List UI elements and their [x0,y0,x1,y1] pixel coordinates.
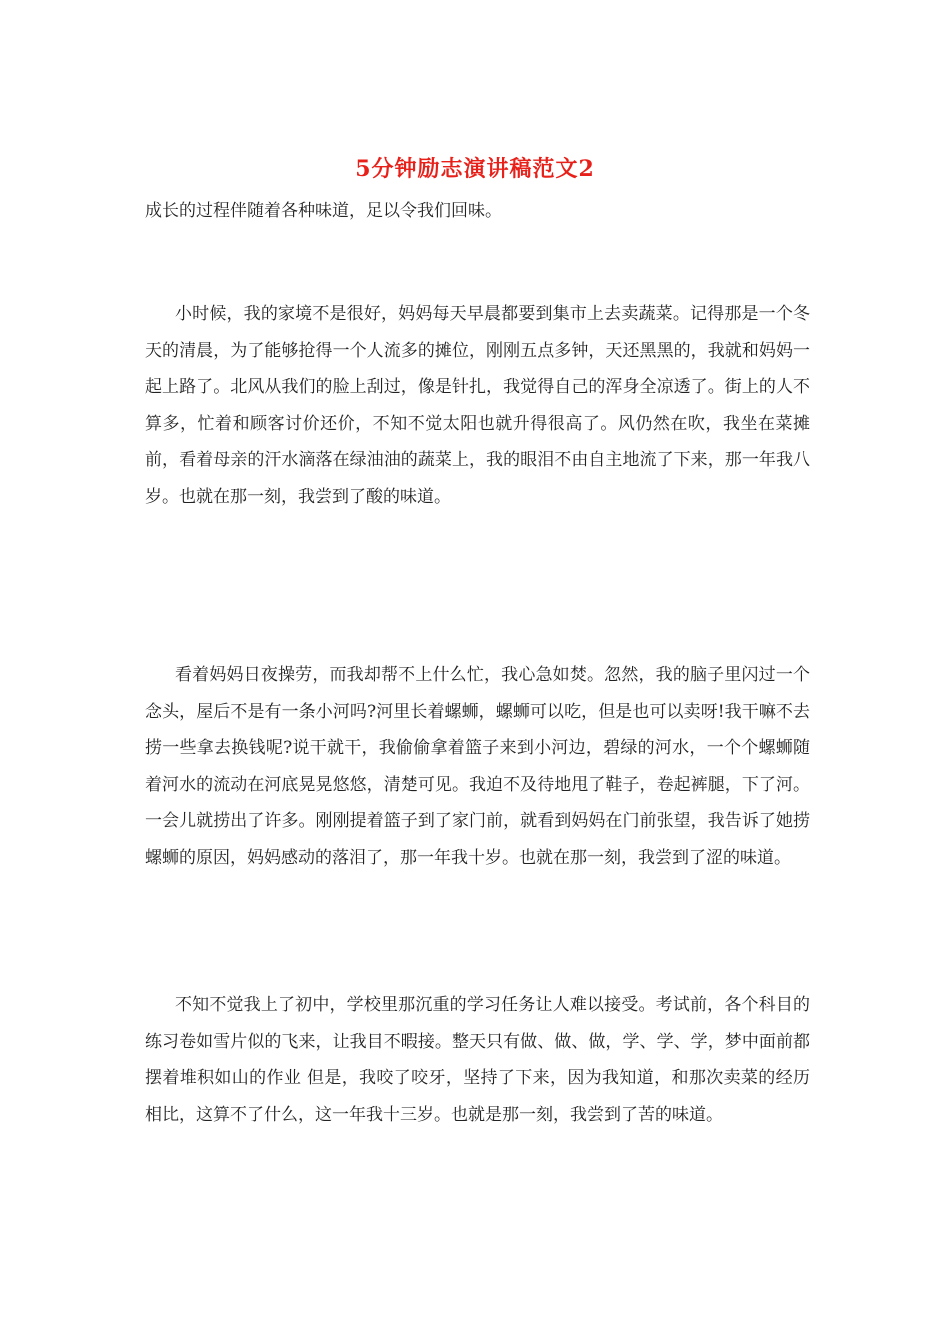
paragraph-3: 不知不觉我上了初中，学校里那沉重的学习任务让人难以接受。考试前，各个科目的练习卷如雪片似的飞来，让我目不暇接。整天只有做、做、做，学、学、学，梦中面前都摆着堆积如山的作业 但是，我咬了咬牙，坚持了下来，因为我知道，和那次卖菜的经历相比，这算不了什么，这一年我十三岁。也就是那一刻，我尝到了苦的味道。 [145,995,810,1125]
document-title: 5分钟励志演讲稿范文2 [355,156,595,182]
paragraph-1: 小时候，我的家境不是很好，妈妈每天早晨都要到集市上去卖蔬菜。记得那是一个冬天的清晨，为了能够抢得一个人流多的摊位，刚刚五点多钟，天还黑黑的，我就和妈妈一起上路了。北风从我们的脸上刮过，像是针扎，我觉得自己的浑身全凉透了。街上的人不算多，忙着和顾客讨价还价，不知不觉太阳也就升得很高了。风仍然在吹，我坐在菜摊前，看着母亲的汗水滴落在绿油油的蔬菜上，我的眼泪不由自主地流了下来，那一年我八岁。也就在那一刻，我尝到了酸的味道。 [145,304,810,507]
intro-line: 成长的过程伴随着各种味道，足以令我们回味。 [145,201,502,221]
paragraph-2: 看着妈妈日夜操劳，而我却帮不上什么忙，我心急如焚。忽然，我的脑子里闪过一个念头，屋后不是有一条小河吗?河里长着螺蛳，螺蛳可以吃，但是也可以卖呀!我干嘛不去捞一些拿去换钱呢?说干就干，我偷偷拿着篮子来到小河边，碧绿的河水，一个个螺蛳随着河水的流动在河底晃晃悠悠，清楚可见。我迫不及待地甩了鞋子，卷起裤腿，下了河。一会儿就捞出了许多。刚刚提着篮子到了家门前，就看到妈妈在门前张望，我告诉了她捞螺蛳的原因，妈妈感动的落泪了，那一年我十岁。也就在那一刻，我尝到了涩的味道。 [145,665,810,868]
